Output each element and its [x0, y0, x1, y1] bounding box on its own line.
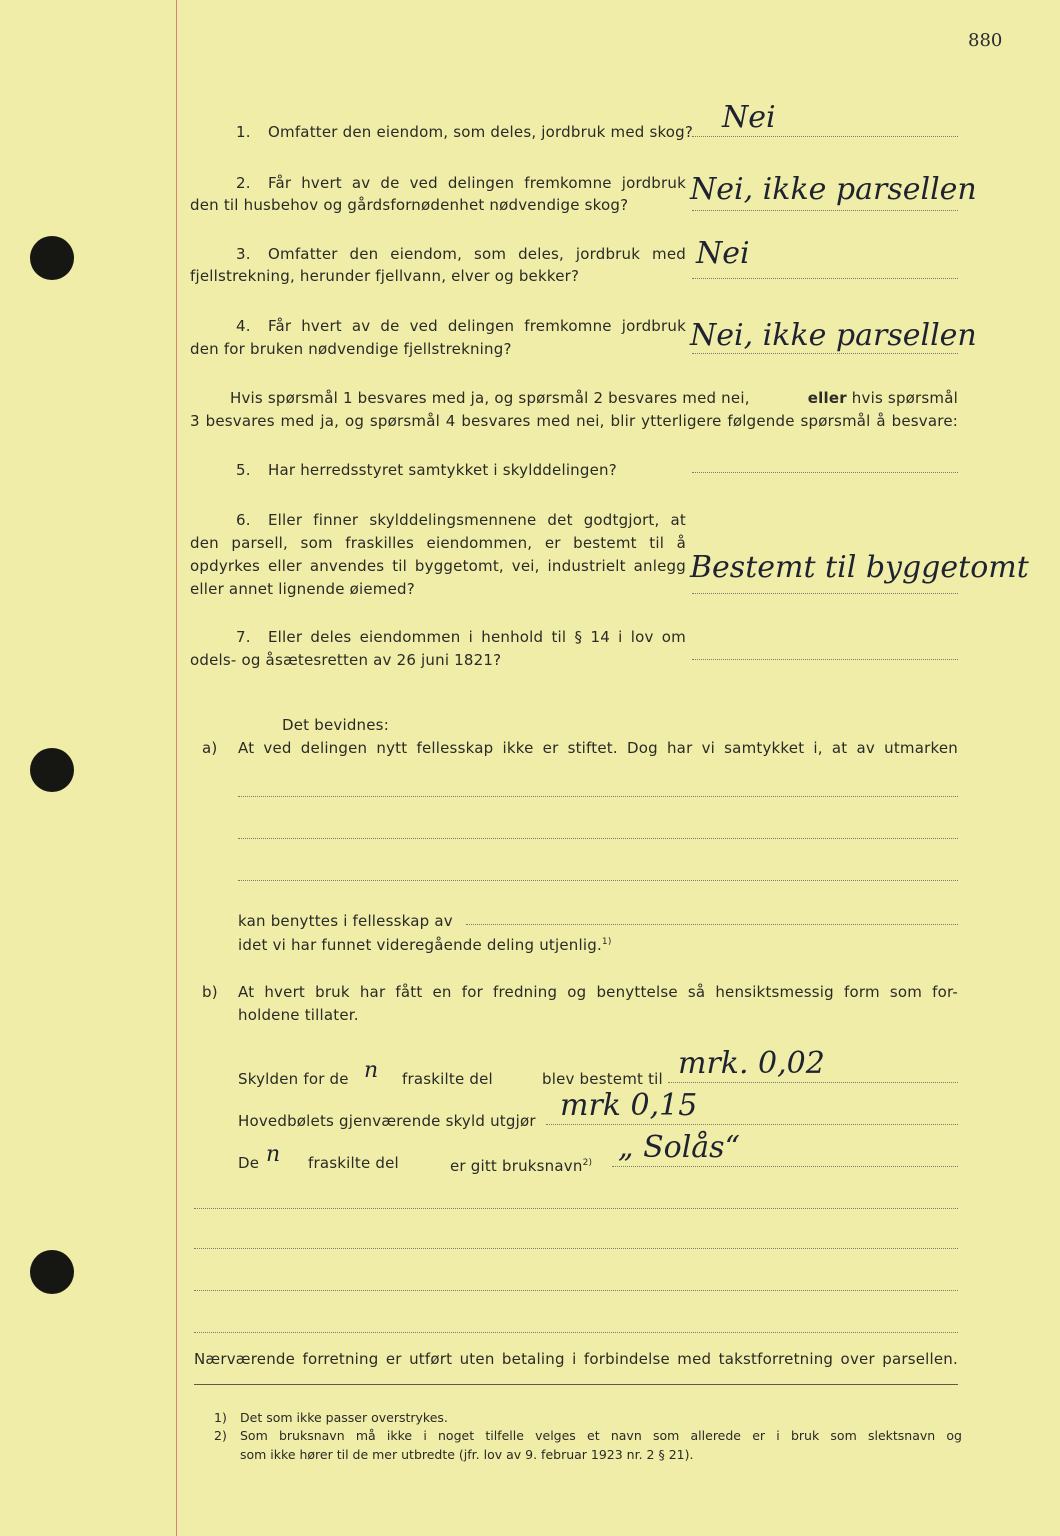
- question-3-text-line1: Omfatter den eiendom, som deles, jordbruk med: [268, 245, 686, 263]
- question-3-answer: Nei: [696, 236, 750, 271]
- punch-hole: [30, 236, 74, 280]
- fill-line: [194, 1248, 958, 1249]
- conditional-line-2: 3 besvares med ja, og spørsmål 4 besvares med nei, blir ytterligere følgende spørsmål å besvare:: [190, 412, 958, 430]
- footnote-1-text: Det som ikke passer overstrykes.: [240, 1410, 448, 1425]
- page-number: 880: [968, 30, 1003, 51]
- question-5-number: 5.: [236, 461, 251, 479]
- question-2-answer: Nei, ikke parsellen: [690, 172, 977, 207]
- conditional-text-b: hvis spørsmål: [851, 389, 958, 407]
- question-6-answer: Bestemt til byggetomt: [690, 550, 1029, 585]
- question-2-number: 2.: [236, 174, 251, 192]
- name-value: „ Solås“: [618, 1130, 740, 1165]
- footnote-ref: 1): [601, 937, 612, 947]
- question-3-number: 3.: [236, 245, 251, 263]
- fill-line: [466, 924, 958, 925]
- question-4-answer: Nei, ikke parsellen: [690, 318, 977, 353]
- shared-use-label: kan benyttes i fellesskap av: [238, 912, 453, 930]
- question-1-number: 1.: [236, 123, 251, 141]
- fill-line: [668, 1082, 958, 1083]
- question-7-text-line2: odels- og åsætesretten av 26 juni 1821?: [190, 651, 502, 669]
- shared-reason-text: idet vi har funnet videregående deling utjenlig.: [238, 936, 602, 954]
- question-7-text-line1: Eller deles eiendommen i henhold til § 14 i lov om: [268, 628, 686, 646]
- punch-hole: [30, 748, 74, 792]
- conditional-line-1: [230, 389, 958, 407]
- question-2-text-line2: den til husbehov og gårdsfornødenhet nødvendige skog?: [190, 196, 629, 214]
- answer-line: [692, 278, 958, 279]
- question-1-text: Omfatter den eiendom, som deles, jordbruk med skog?: [268, 123, 694, 141]
- name-label-c: [450, 1154, 592, 1175]
- fill-line: [238, 880, 958, 881]
- shared-reason: [238, 933, 612, 954]
- skyld-value: mrk. 0,02: [678, 1046, 825, 1081]
- question-4-text-line2: den for bruken nødvendige fjellstrekning?: [190, 340, 512, 358]
- question-3-text-line2: fjellstrekning, herunder fjellvann, elver og bekker?: [190, 267, 580, 285]
- answer-line: [692, 353, 958, 354]
- question-1-answer: Nei: [722, 100, 776, 135]
- question-7-number: 7.: [236, 628, 251, 646]
- footnote-ref: 2): [582, 1158, 593, 1168]
- question-6-text-line2: den parsell, som fraskilles eiendommen, er bestemt til å: [190, 534, 686, 552]
- fill-line: [238, 796, 958, 797]
- footnote-1-mark: 1): [214, 1410, 227, 1425]
- skyld-label-c: blev bestemt til: [542, 1070, 663, 1088]
- name-fill-suffix: n: [266, 1142, 281, 1167]
- divider: [194, 1384, 958, 1385]
- question-6-text-line4: eller annet lignende øiemed?: [190, 580, 415, 598]
- question-2-text-line1: Får hvert av de ved delingen fremkomne jordbruk: [268, 174, 686, 192]
- name-label-c-text: er gitt bruksnavn: [450, 1157, 583, 1175]
- certify-heading: Det bevidnes:: [282, 716, 389, 734]
- footnote-2-line2: som ikke hører til de mer utbredte (jfr. lov av 9. februar 1923 nr. 2 § 21).: [240, 1447, 694, 1462]
- footnote-2-mark: 2): [214, 1428, 227, 1443]
- question-5-text: Har herredsstyret samtykket i skylddelingen?: [268, 461, 617, 479]
- margin-line: [176, 0, 177, 1536]
- name-label-a: De: [238, 1154, 260, 1172]
- fill-line: [546, 1124, 958, 1125]
- answer-line: [692, 210, 958, 211]
- fill-line: [238, 838, 958, 839]
- fill-line: [612, 1166, 958, 1167]
- question-6-number: 6.: [236, 511, 251, 529]
- conditional-text-a: Hvis spørsmål 1 besvares med ja, og spørsmål 2 besvares med nei,: [230, 389, 750, 407]
- question-6-text-line3: opdyrkes eller anvendes til byggetomt, vei, industrielt anlegg: [190, 557, 686, 575]
- skyld-label-a: Skylden for de: [238, 1070, 349, 1088]
- certify-a-text: At ved delingen nytt fellesskap ikke er stiftet. Dog har vi samtykket i, at av utmarken: [238, 739, 958, 757]
- conditional-bold: eller: [807, 389, 847, 407]
- closing-statement: Nærværende forretning er utført uten betaling i forbindelse med takstforretning over parsellen.: [194, 1350, 958, 1368]
- footnote-2-line1: Som bruksnavn må ikke i noget tilfelle velges et navn som allerede er i bruk som slektsnavn og: [240, 1428, 962, 1443]
- question-6-text-line1: Eller finner skylddelingsmennene det godtgjort, at: [268, 511, 686, 529]
- answer-line: [692, 472, 958, 473]
- certify-b-line2: holdene tillater.: [238, 1006, 359, 1024]
- fill-line: [194, 1332, 958, 1333]
- answer-line: [692, 659, 958, 660]
- certify-a-label: a): [202, 739, 218, 757]
- certify-b-line1: At hvert bruk har fått en for fredning og benyttelse så hensiktsmessig form som for-: [238, 983, 958, 1001]
- answer-line: [692, 136, 958, 137]
- name-label-b: fraskilte del: [308, 1154, 399, 1172]
- question-4-number: 4.: [236, 317, 251, 335]
- remaining-label: Hovedbølets gjenværende skyld utgjør: [238, 1112, 536, 1130]
- certify-b-label: b): [202, 983, 218, 1001]
- remaining-value: mrk 0,15: [560, 1088, 698, 1123]
- answer-line: [692, 593, 958, 594]
- skyld-label-b: fraskilte del: [402, 1070, 493, 1088]
- punch-hole: [30, 1250, 74, 1294]
- question-4-text-line1: Får hvert av de ved delingen fremkomne jordbruk: [268, 317, 686, 335]
- skyld-fill-suffix: n: [364, 1058, 379, 1083]
- fill-line: [194, 1208, 958, 1209]
- fill-line: [194, 1290, 958, 1291]
